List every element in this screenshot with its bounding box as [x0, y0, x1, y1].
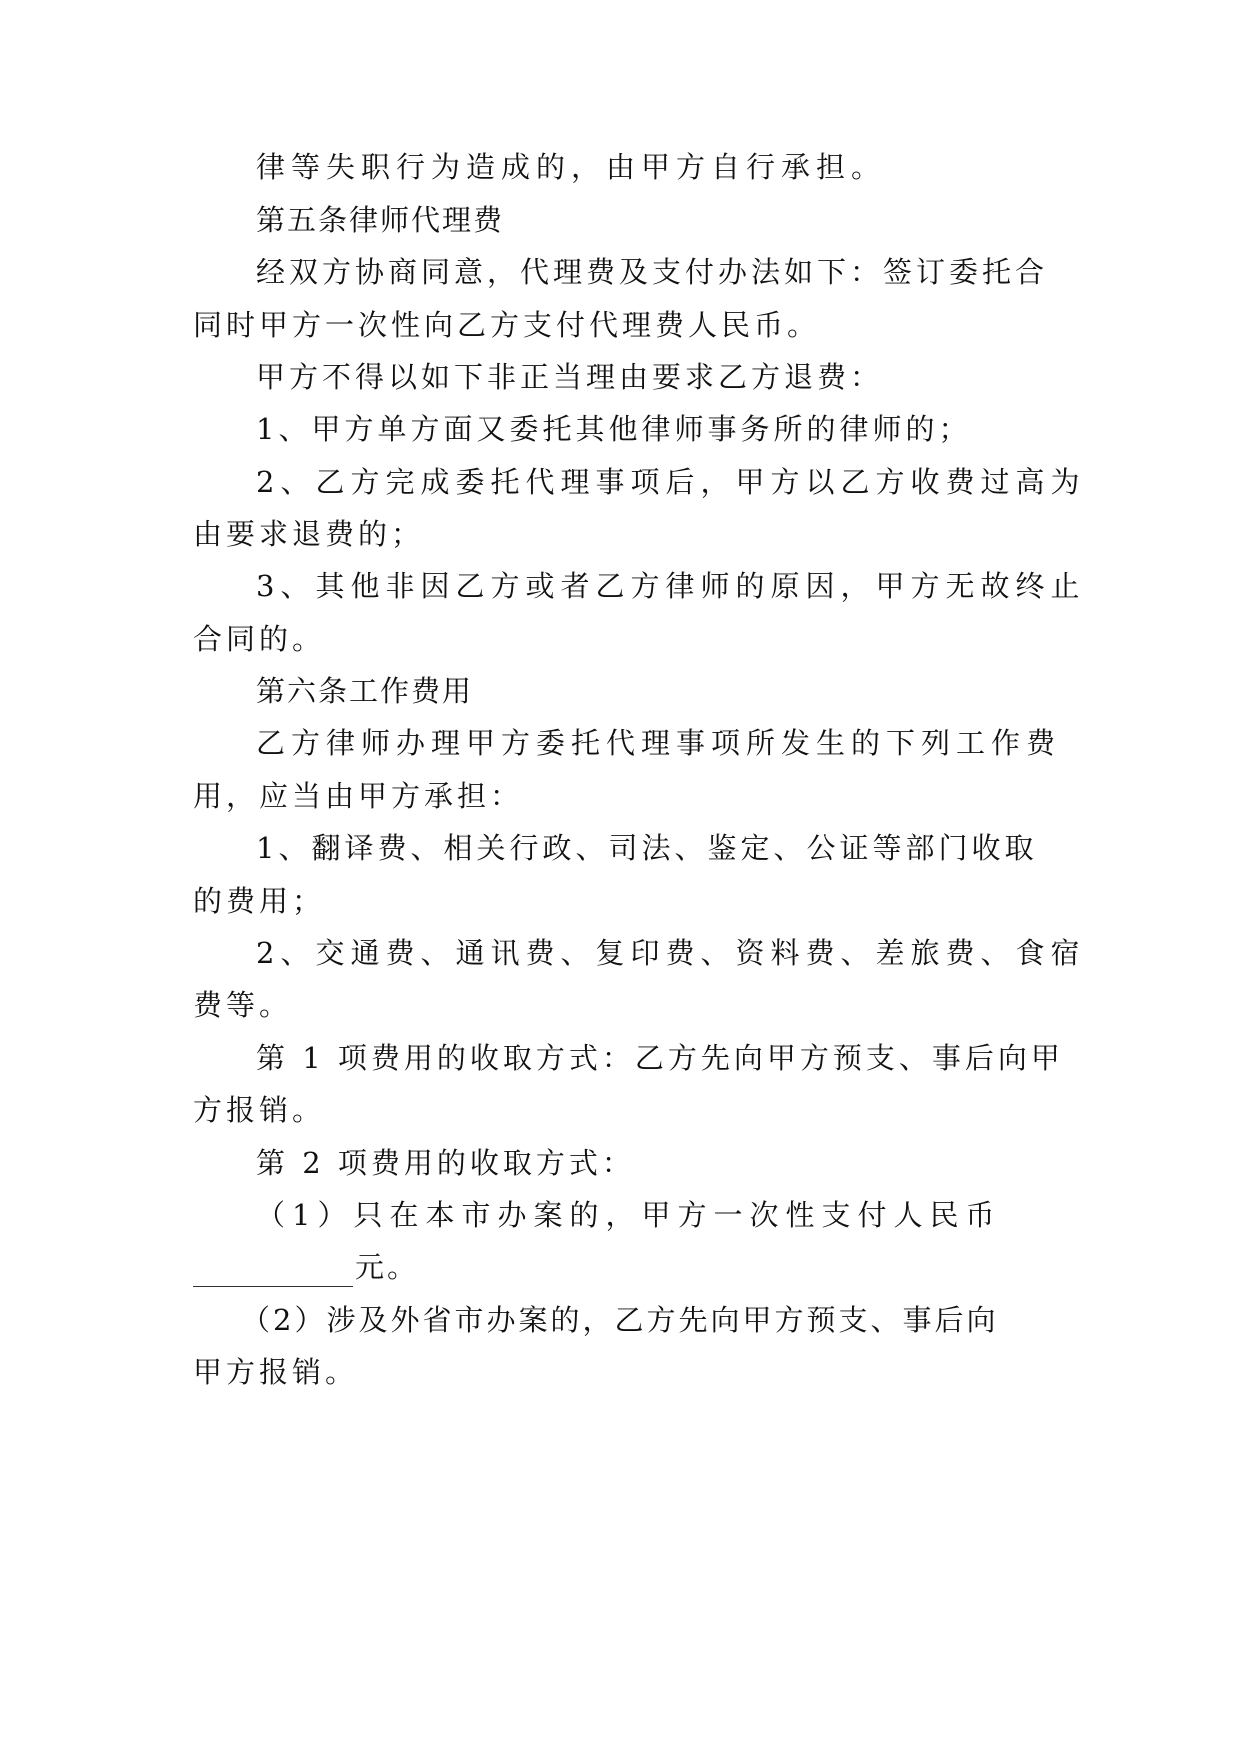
list-item: 2、交通费、通讯费、复印费、资料费、差旅费、食宿 — [256, 936, 1086, 970]
list-item: （2）涉及外省市办案的，乙方先向甲方预支、事后向 — [241, 1303, 999, 1337]
paragraph-line — [193, 1247, 1053, 1287]
paragraph-line: 甲方报销。 — [193, 1355, 359, 1389]
currency-unit: 元。 — [355, 1250, 420, 1284]
list-item: 1、甲方单方面又委托其他律师事务所的律师的； — [256, 412, 972, 446]
paragraph-line: 第 2 项费用的收取方式： — [256, 1146, 635, 1180]
paragraph-line: 由要求退费的； — [193, 517, 425, 551]
list-item: 3、其他非因乙方或者乙方律师的原因，甲方无故终止 — [256, 569, 1086, 603]
paragraph-line: 同时甲方一次性向乙方支付代理费人民币。 — [193, 308, 821, 342]
paragraph-line: 用，应当由甲方承担： — [193, 779, 524, 813]
paragraph-line: 律等失职行为造成的，由甲方自行承担。 — [256, 150, 887, 184]
list-item — [256, 1195, 1053, 1235]
paragraph-line: 费等。 — [193, 988, 293, 1022]
paragraph-line: 第 1 项费用的收取方式：乙方先向甲方预支、事后向甲 — [256, 1041, 1064, 1075]
paragraph-line: 合同的。 — [193, 622, 326, 656]
list-item-text: （1）只在本市办案的，甲方一次性支付人民币 — [256, 1198, 1002, 1232]
paragraph-line: 方报销。 — [193, 1093, 326, 1127]
paragraph-line: 经双方协商同意，代理费及支付办法如下：签订委托合 — [256, 255, 1049, 289]
paragraph-line: 甲方不得以如下非正当理由要求乙方退费： — [256, 360, 884, 394]
list-item: 2、乙方完成委托代理事项后，甲方以乙方收费过高为 — [256, 465, 1086, 499]
amount-blank — [193, 1256, 353, 1287]
section-heading: 第五条律师代理费 — [256, 203, 505, 237]
section-heading: 第六条工作费用 — [256, 674, 474, 708]
paragraph-line: 的费用； — [193, 884, 326, 918]
paragraph-line: 乙方律师办理甲方委托代理事项所发生的下列工作费 — [256, 726, 1062, 760]
list-item: 1、翻译费、相关行政、司法、鉴定、公证等部门收取 — [256, 831, 1038, 865]
